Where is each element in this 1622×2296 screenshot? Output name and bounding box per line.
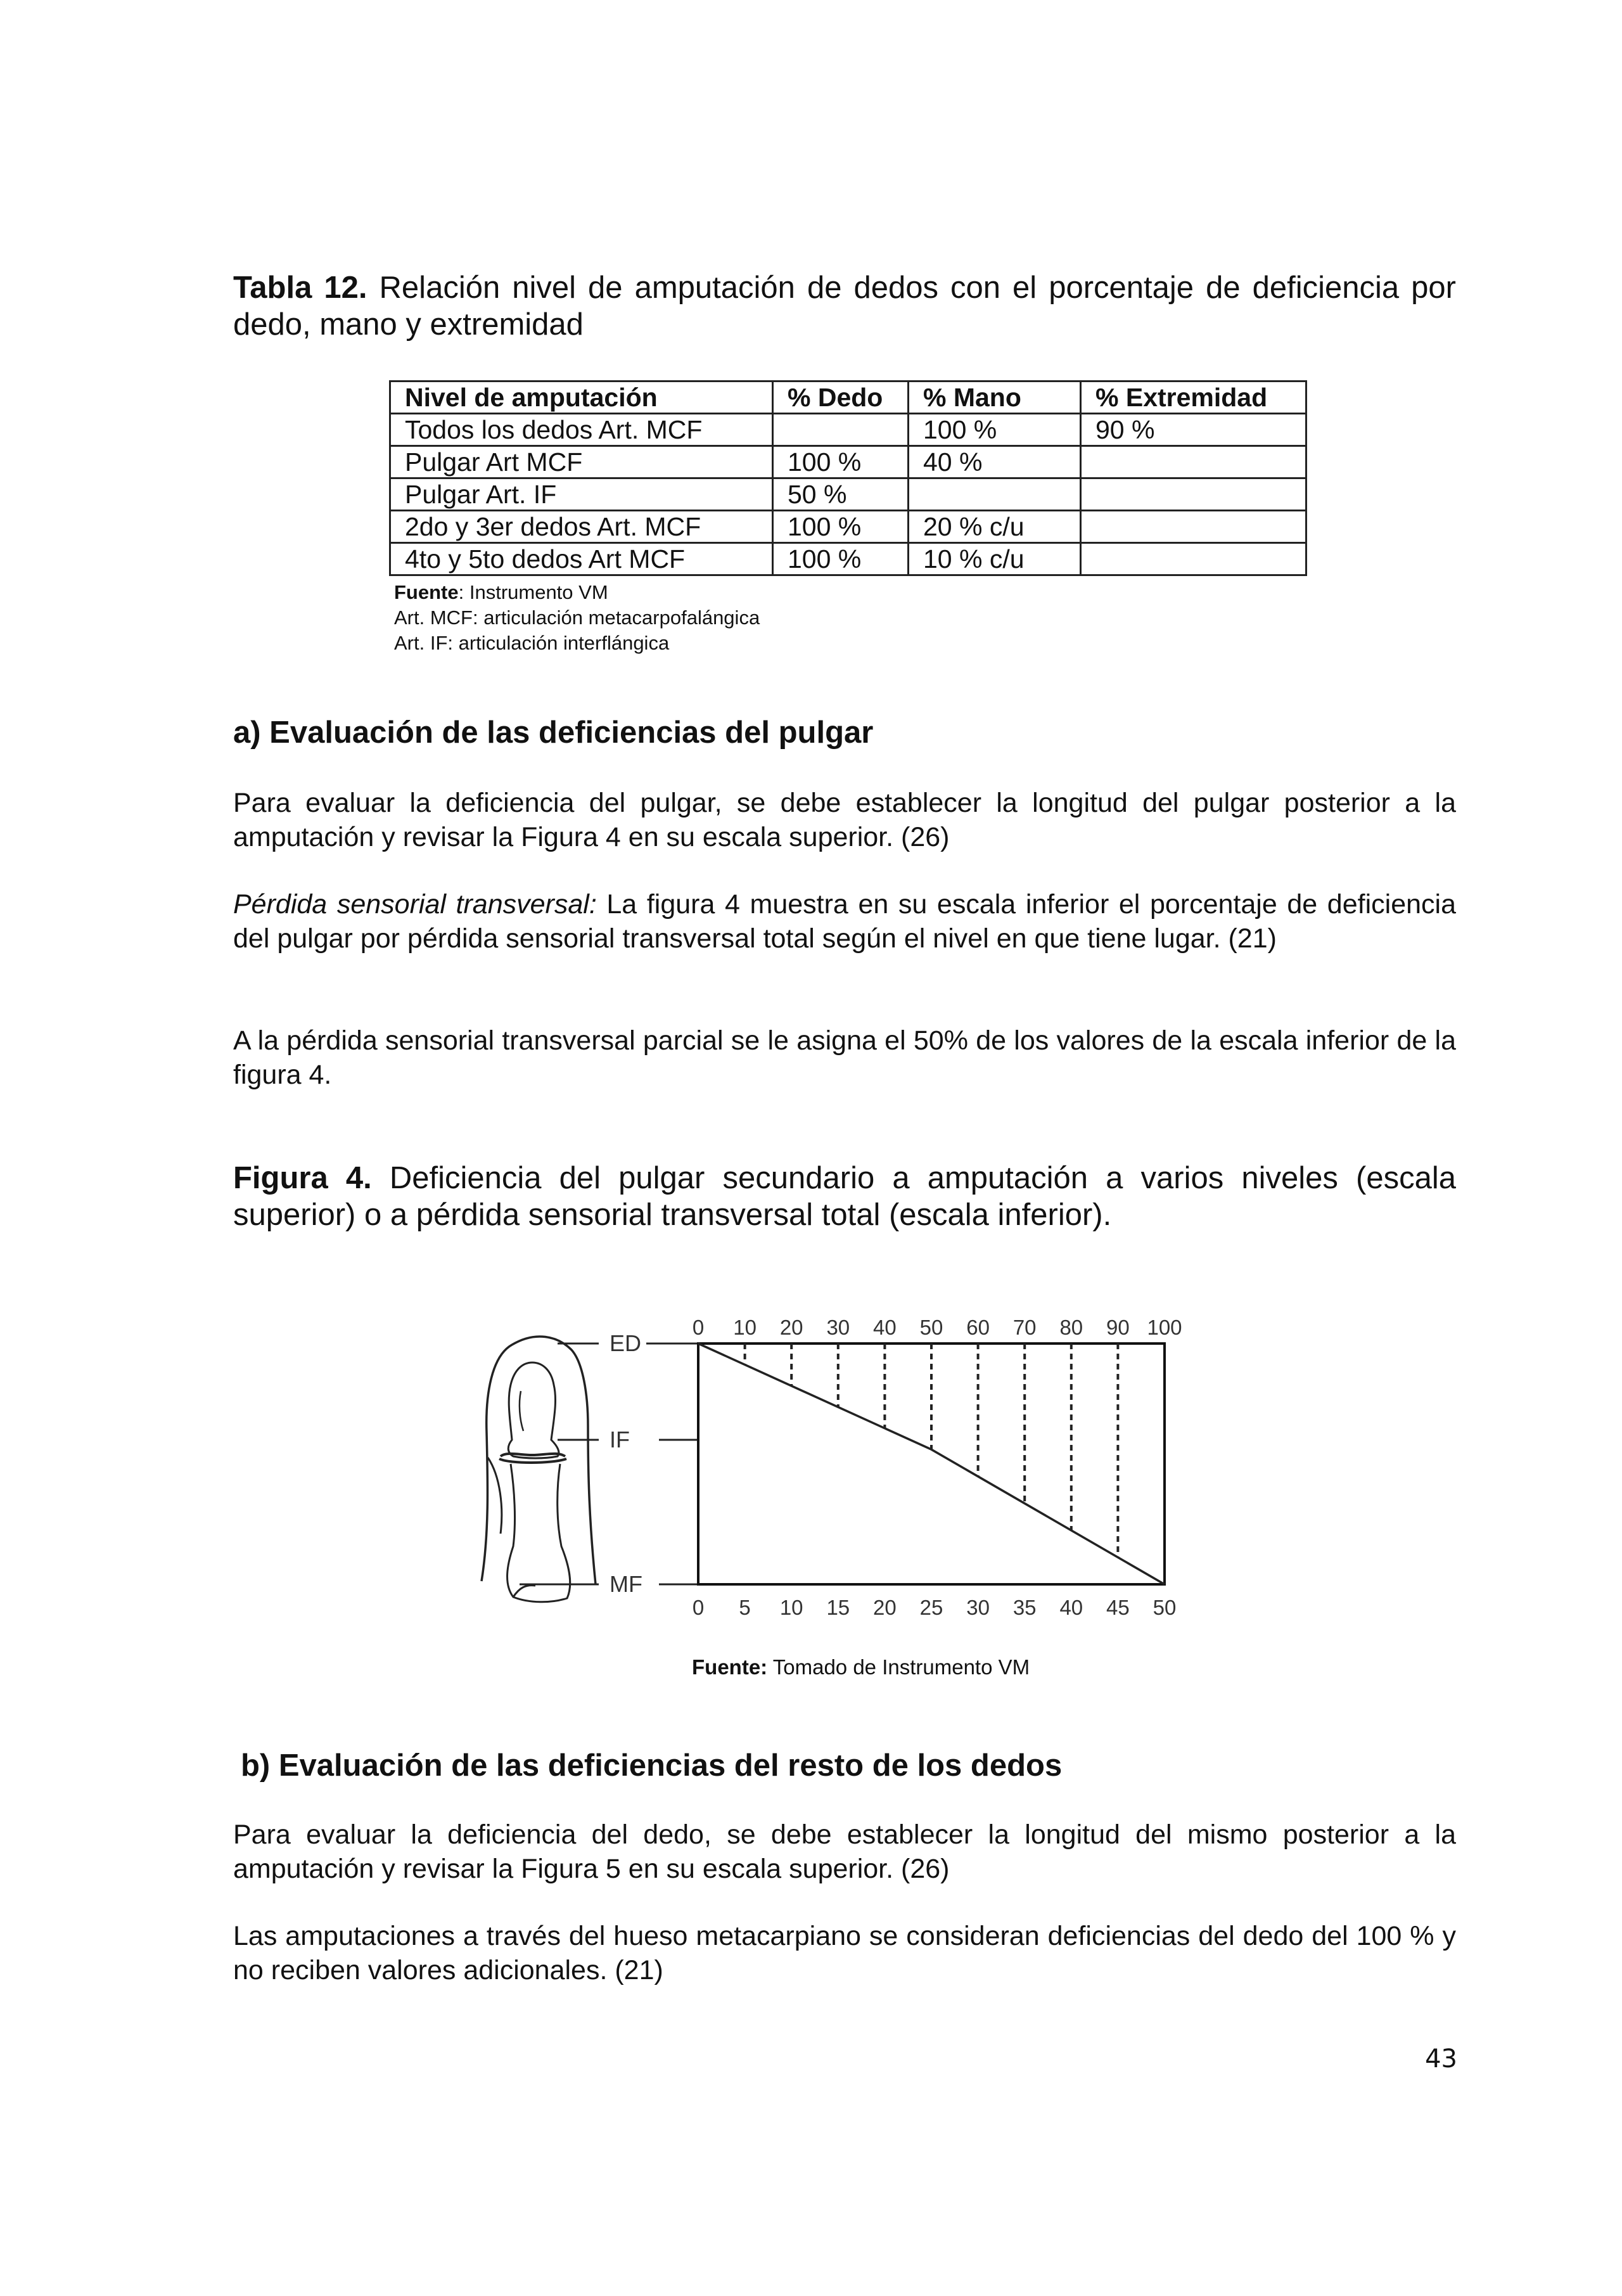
table-cell: 4to y 5to dedos Art MCF bbox=[390, 543, 773, 575]
table-cell: Pulgar Art. IF bbox=[390, 478, 773, 511]
table-cell: 50 % bbox=[773, 478, 909, 511]
top-scale-label: 0 bbox=[692, 1316, 705, 1339]
top-scale-label: 70 bbox=[1012, 1316, 1037, 1339]
table-cell: Todos los dedos Art. MCF bbox=[390, 414, 773, 446]
section-b-heading: b) Evaluación de las deficiencias del resto de los dedos bbox=[241, 1748, 1063, 1783]
section-a-paragraph-3: A la pérdida sensorial transversal parcial se le asigna el 50% de los valores de la escala inferior de la figura 4. bbox=[233, 1025, 1456, 1090]
bottom-scale-label: 0 bbox=[692, 1596, 705, 1619]
table-cell: 100 % bbox=[773, 543, 909, 575]
figure-4-caption-text: Deficiencia del pulgar secundario a amputación a varios niveles (escala superior) o a pérdida sensorial transversal total (escala inferior). bbox=[233, 1161, 1456, 1232]
table-12-caption-text: Relación nivel de amputación de dedos con el porcentaje de deficiencia por dedo, mano y extremidad bbox=[233, 271, 1456, 342]
figure-source-note bbox=[692, 1655, 1030, 1679]
top-scale-label: 50 bbox=[919, 1316, 943, 1339]
table-cell: 90 % bbox=[1081, 414, 1306, 446]
page-number: 43 bbox=[1425, 2044, 1457, 2074]
level-label-mf: MF bbox=[610, 1571, 642, 1597]
top-scale-label: 100 bbox=[1147, 1316, 1182, 1339]
section-b-paragraph-1: Para evaluar la deficiencia del dedo, se debe establecer la longitud del mismo posterior a la amputación y revisar la Figura 5 en su escala superior. (26) bbox=[233, 1819, 1456, 1884]
table-source-text: : Instrumento VM bbox=[458, 581, 608, 603]
table-cell: 100 % bbox=[773, 446, 909, 478]
table-cell: 2do y 3er dedos Art. MCF bbox=[390, 511, 773, 543]
top-scale-label: 90 bbox=[1106, 1316, 1130, 1339]
bottom-scale-label: 40 bbox=[1059, 1596, 1083, 1619]
table-cell: 20 % c/u bbox=[909, 511, 1081, 543]
level-markers bbox=[520, 1344, 698, 1584]
bottom-scale-label: 10 bbox=[779, 1596, 803, 1619]
figure-source-label: Fuente: bbox=[692, 1655, 768, 1679]
sensory-loss-text: La figura 4 muestra en su escala inferior el porcentaje de deficiencia del pulgar por pérdida sensorial transversal total según el nivel en que tiene lugar. (21) bbox=[233, 889, 1456, 954]
if-abbreviation-note: Art. IF: articulación interflángica bbox=[394, 632, 670, 654]
table-cell: Pulgar Art MCF bbox=[390, 446, 773, 478]
bottom-scale-label: 20 bbox=[873, 1596, 897, 1619]
bottom-scale-label: 5 bbox=[739, 1596, 751, 1619]
bottom-scale-label: 25 bbox=[919, 1596, 943, 1619]
sensory-loss-term: Pérdida sensorial transversal: bbox=[233, 889, 597, 920]
section-a-heading: a) Evaluación de las deficiencias del pulgar bbox=[233, 715, 874, 750]
table-cell: 10 % c/u bbox=[909, 543, 1081, 575]
top-scale-label: 10 bbox=[733, 1316, 757, 1339]
top-scale-label: 60 bbox=[966, 1316, 990, 1339]
top-scale-label: 80 bbox=[1059, 1316, 1083, 1339]
level-label-if: IF bbox=[610, 1427, 630, 1453]
bottom-scale bbox=[693, 1596, 1177, 1619]
section-a-paragraph-1: Para evaluar la deficiencia del pulgar, se debe establecer la longitud del pulgar posterior a la amputación y revisar la Figura 4 en su escala superior. (26) bbox=[233, 788, 1456, 852]
figure-source-text: Tomado de Instrumento VM bbox=[767, 1655, 1030, 1679]
figure-4-label: Figura 4. bbox=[233, 1161, 372, 1195]
bottom-scale-label: 45 bbox=[1106, 1596, 1130, 1619]
top-scale-label: 30 bbox=[826, 1316, 850, 1339]
table-source-label: Fuente bbox=[394, 581, 459, 603]
thumb-illustration bbox=[482, 1337, 596, 1602]
top-scale-label: 20 bbox=[779, 1316, 803, 1339]
top-scale bbox=[693, 1316, 1182, 1339]
mcf-abbreviation-note: Art. MCF: articulación metacarpofalángica bbox=[394, 606, 760, 629]
table-cell: 100 % bbox=[909, 414, 1081, 446]
table-header-cell: % Dedo bbox=[773, 382, 909, 414]
table-header-cell: % Mano bbox=[909, 382, 1081, 414]
top-scale-label: 40 bbox=[873, 1316, 897, 1339]
bottom-scale-label: 50 bbox=[1153, 1596, 1177, 1619]
table-cell: 100 % bbox=[773, 511, 909, 543]
table-header-cell: % Extremidad bbox=[1081, 382, 1306, 414]
bottom-scale-label: 15 bbox=[826, 1596, 850, 1619]
table-12-label: Tabla 12. bbox=[233, 271, 367, 305]
bottom-scale-label: 35 bbox=[1012, 1596, 1037, 1619]
section-b-paragraph-2: Las amputaciones a través del hueso metacarpiano se consideran deficiencias del dedo del 100 % y no reciben valores adicionales. (21) bbox=[233, 1921, 1456, 1985]
bottom-scale-label: 30 bbox=[966, 1596, 990, 1619]
table-cell: 40 % bbox=[909, 446, 1081, 478]
table-header-cell: Nivel de amputación bbox=[390, 382, 773, 414]
level-label-ed: ED bbox=[610, 1330, 642, 1356]
